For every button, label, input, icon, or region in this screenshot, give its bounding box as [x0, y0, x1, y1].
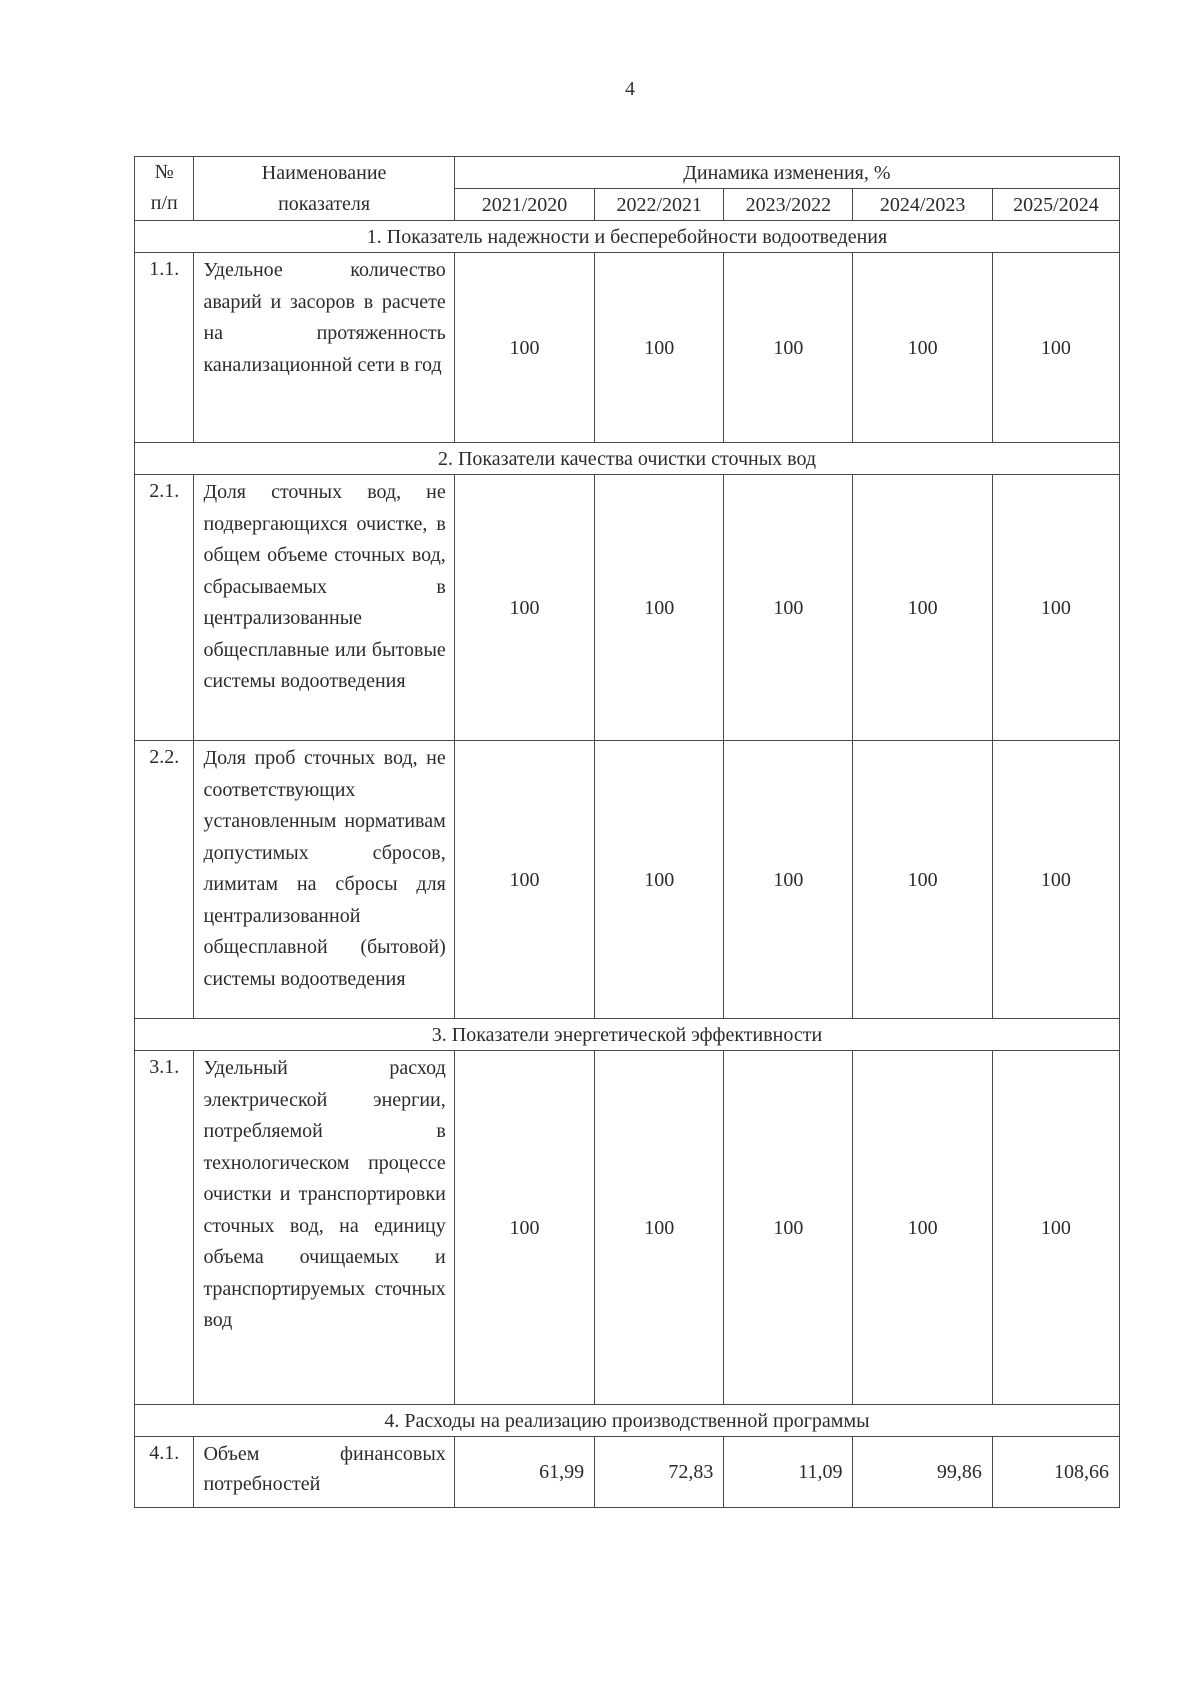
header-name-line1: Наименование [261, 161, 387, 184]
header-year: 2023/2022 [724, 189, 853, 221]
section-title: 3. Показатели энергетической эффективности [135, 1019, 1120, 1051]
section-row [135, 1405, 1120, 1437]
header-number-line1: № [154, 161, 174, 183]
row-number: 2.2. [135, 741, 194, 1019]
header-row-1 [135, 157, 1120, 189]
row-name: Объем финансовых потребностей [194, 1437, 454, 1508]
row-value: 99,86 [853, 1437, 992, 1508]
row-name: Удельное количество аварий и засоров в расчете на протяженность канализационной сети в год [194, 253, 454, 443]
row-value: 100 [724, 253, 853, 443]
section-row [135, 443, 1120, 475]
header-name [194, 157, 454, 221]
row-number: 4.1. [135, 1437, 194, 1508]
row-value: 72,83 [595, 1437, 724, 1508]
row-number: 1.1. [135, 253, 194, 443]
row-value: 100 [595, 253, 724, 443]
row-name: Доля проб сточных вод, не соответствующих установленным нормативам допустимых сбросов, лимитам на сбросы для централизованной общесплавной (бытовой) системы водоотведения [194, 741, 454, 1019]
row-number: 2.1. [135, 475, 194, 741]
row-value: 100 [853, 1051, 992, 1405]
row-number: 3.1. [135, 1051, 194, 1405]
header-year: 2021/2020 [454, 189, 594, 221]
row-value: 100 [724, 741, 853, 1019]
row-value: 100 [595, 741, 724, 1019]
table-row [135, 1437, 1120, 1508]
row-value: 61,99 [454, 1437, 594, 1508]
table-row [135, 741, 1120, 1019]
section-title: 1. Показатель надежности и бесперебойности водоотведения [135, 221, 1120, 253]
row-name: Удельный расход электрической энергии, потребляемой в технологическом процессе очистки и транспортировки сточных вод, на единицу объема очищаемых и транспортируемых сточных вод [194, 1051, 454, 1405]
row-value: 100 [454, 475, 594, 741]
row-value: 100 [853, 741, 992, 1019]
row-value: 100 [853, 475, 992, 741]
row-value: 11,09 [724, 1437, 853, 1508]
section-row [135, 1019, 1120, 1051]
table-row [135, 1051, 1120, 1405]
row-value: 100 [992, 253, 1119, 443]
header-dynamics: Динамика изменения, % [454, 157, 1119, 189]
header-number-line2: п/п [150, 192, 178, 214]
row-value: 100 [454, 253, 594, 443]
header-year: 2024/2023 [853, 189, 992, 221]
row-value: 100 [992, 475, 1119, 741]
row-value: 100 [454, 1051, 594, 1405]
table-row [135, 253, 1120, 443]
section-title: 4. Расходы на реализацию производственной программы [135, 1405, 1120, 1437]
row-name: Доля сточных вод, не подвергающихся очистке, в общем объеме сточных вод, сбрасываемых в централизованные общесплавные или бытовые системы водоотведения [194, 475, 454, 741]
header-name-line2: показателя [278, 192, 371, 215]
row-value: 100 [992, 1051, 1119, 1405]
page-number: 4 [625, 78, 635, 100]
header-year: 2025/2024 [992, 189, 1119, 221]
indicators-table [134, 156, 1120, 1508]
row-value: 108,66 [992, 1437, 1119, 1508]
row-value: 100 [992, 741, 1119, 1019]
row-value: 100 [595, 1051, 724, 1405]
row-value: 100 [454, 741, 594, 1019]
header-number [135, 157, 194, 221]
row-value: 100 [724, 1051, 853, 1405]
table-row [135, 475, 1120, 741]
section-title: 2. Показатели качества очистки сточных вод [135, 443, 1120, 475]
section-row [135, 221, 1120, 253]
row-value: 100 [724, 475, 853, 741]
header-year: 2022/2021 [595, 189, 724, 221]
row-value: 100 [595, 475, 724, 741]
row-value: 100 [853, 253, 992, 443]
